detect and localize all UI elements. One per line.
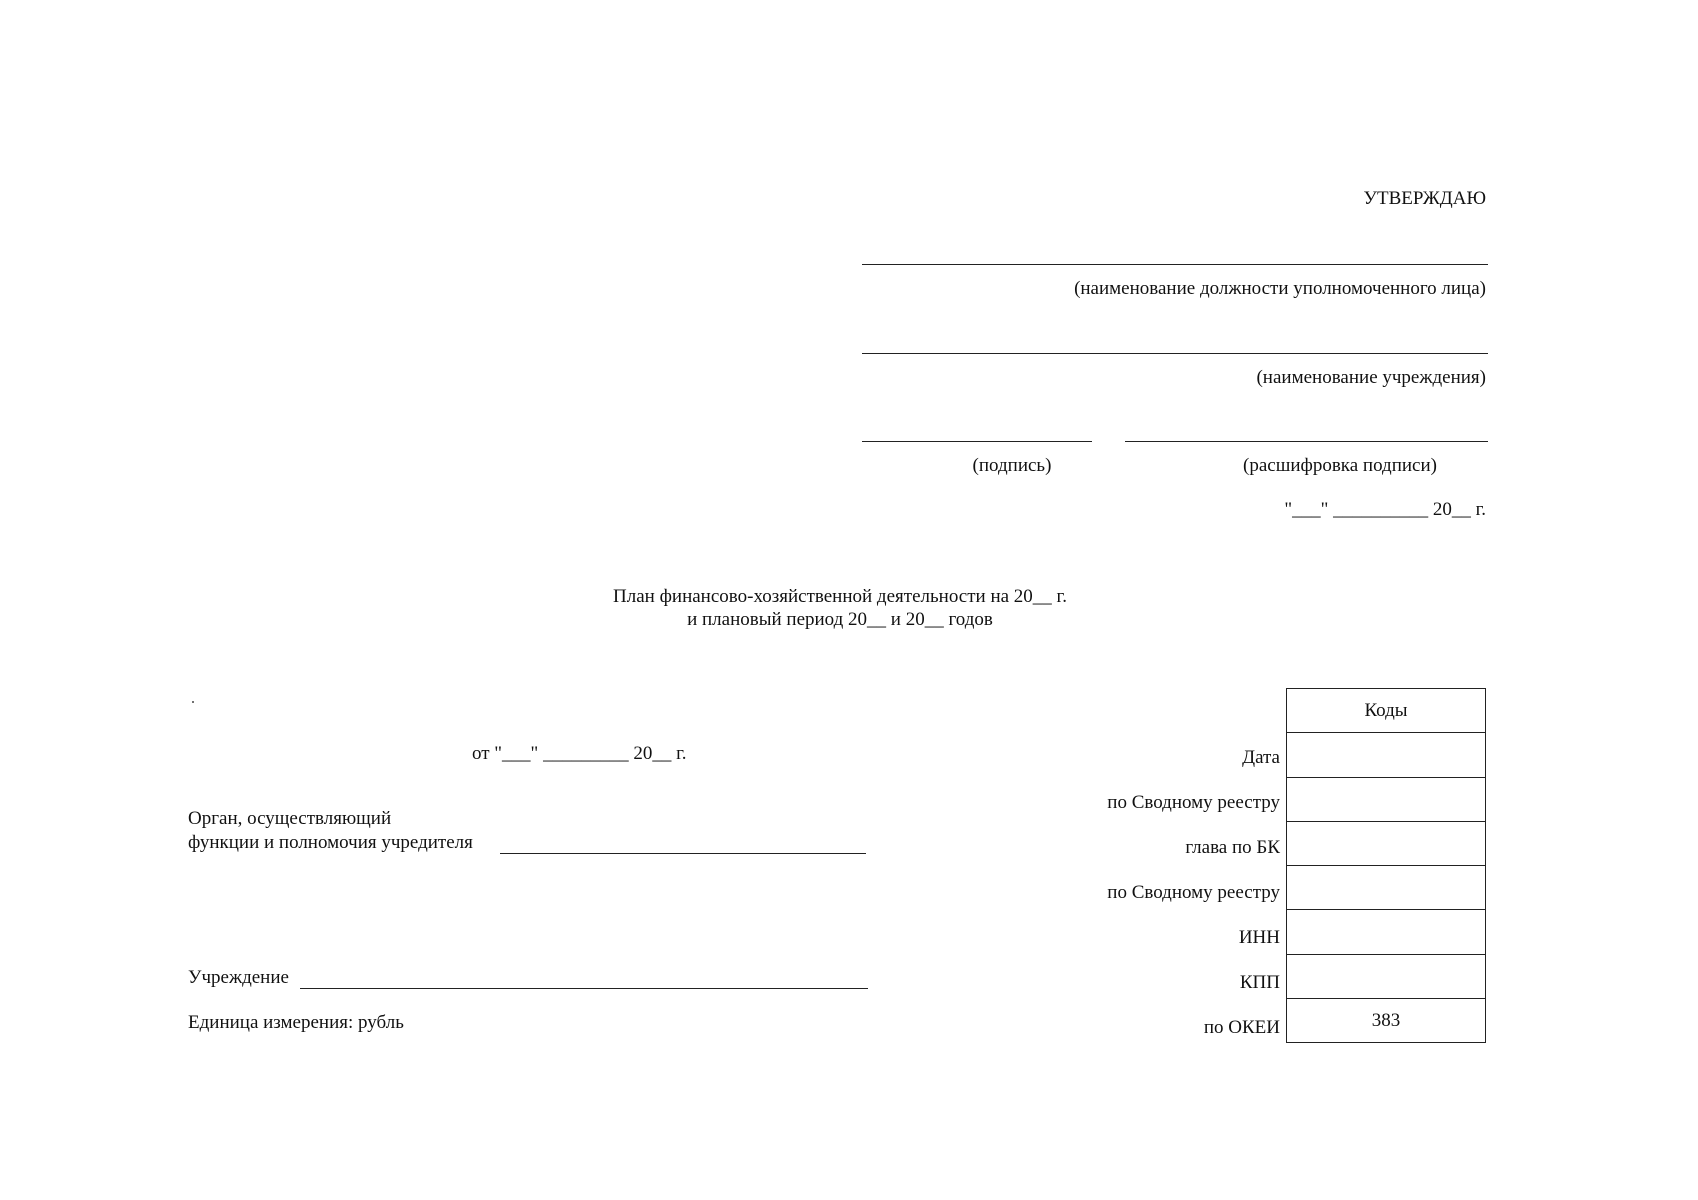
institution-field-line[interactable] bbox=[300, 988, 868, 989]
founder-line[interactable] bbox=[500, 853, 866, 854]
code-cell-inn[interactable] bbox=[1287, 910, 1486, 954]
code-cell-bk-chapter[interactable] bbox=[1287, 821, 1486, 865]
signature-caption: (подпись) bbox=[972, 455, 1052, 476]
founder-label-2: функции и полномочия учредителя bbox=[188, 832, 473, 853]
plan-title-line1: План финансово-хозяйственной деятельности на 20__ г. bbox=[613, 586, 1067, 607]
codes-header: Коды bbox=[1364, 699, 1408, 721]
position-caption: (наименование должности уполномоченного лица) bbox=[1074, 278, 1486, 299]
founder-label-1: Орган, осуществляющий bbox=[188, 808, 392, 829]
code-cell-registry-2[interactable] bbox=[1287, 866, 1486, 910]
code-label-kpp: КПП bbox=[1239, 972, 1280, 993]
approval-heading: УТВЕРЖДАЮ bbox=[1363, 188, 1486, 209]
institution-line[interactable] bbox=[862, 353, 1488, 354]
decoding-line[interactable] bbox=[1125, 441, 1488, 442]
code-label-bk-chapter: глава по БК bbox=[1185, 837, 1280, 858]
scan-speck bbox=[192, 701, 194, 703]
signature-line[interactable] bbox=[862, 441, 1092, 442]
plan-title-line2: и плановый период 20__ и 20__ годов bbox=[687, 609, 993, 630]
code-cell-registry-1[interactable] bbox=[1287, 777, 1486, 821]
institution-label: Учреждение bbox=[188, 967, 289, 988]
unit-label: Единица измерения: рубль bbox=[188, 1012, 404, 1033]
code-label-registry-1: по Сводному реестру bbox=[1107, 792, 1280, 813]
code-label-okei: по ОКЕИ bbox=[1203, 1017, 1280, 1038]
institution-caption: (наименование учреждения) bbox=[1256, 367, 1486, 388]
code-label-registry-2: по Сводному реестру bbox=[1107, 882, 1280, 903]
code-label-inn: ИНН bbox=[1238, 927, 1280, 948]
code-cell-kpp[interactable] bbox=[1287, 954, 1486, 998]
code-label-date: Дата bbox=[1242, 747, 1280, 768]
approval-date[interactable]: "___" __________ 20__ г. bbox=[1284, 499, 1486, 520]
form-date-line[interactable]: от "___" _________ 20__ г. bbox=[472, 743, 687, 764]
code-cell-date[interactable] bbox=[1287, 733, 1486, 777]
code-cell-okei[interactable]: 383 bbox=[1287, 999, 1486, 1043]
codes-table bbox=[1286, 688, 1486, 1043]
codes-labels bbox=[1000, 688, 1280, 1048]
decoding-caption: (расшифровка подписи) bbox=[1243, 455, 1437, 476]
position-line[interactable] bbox=[862, 264, 1488, 265]
